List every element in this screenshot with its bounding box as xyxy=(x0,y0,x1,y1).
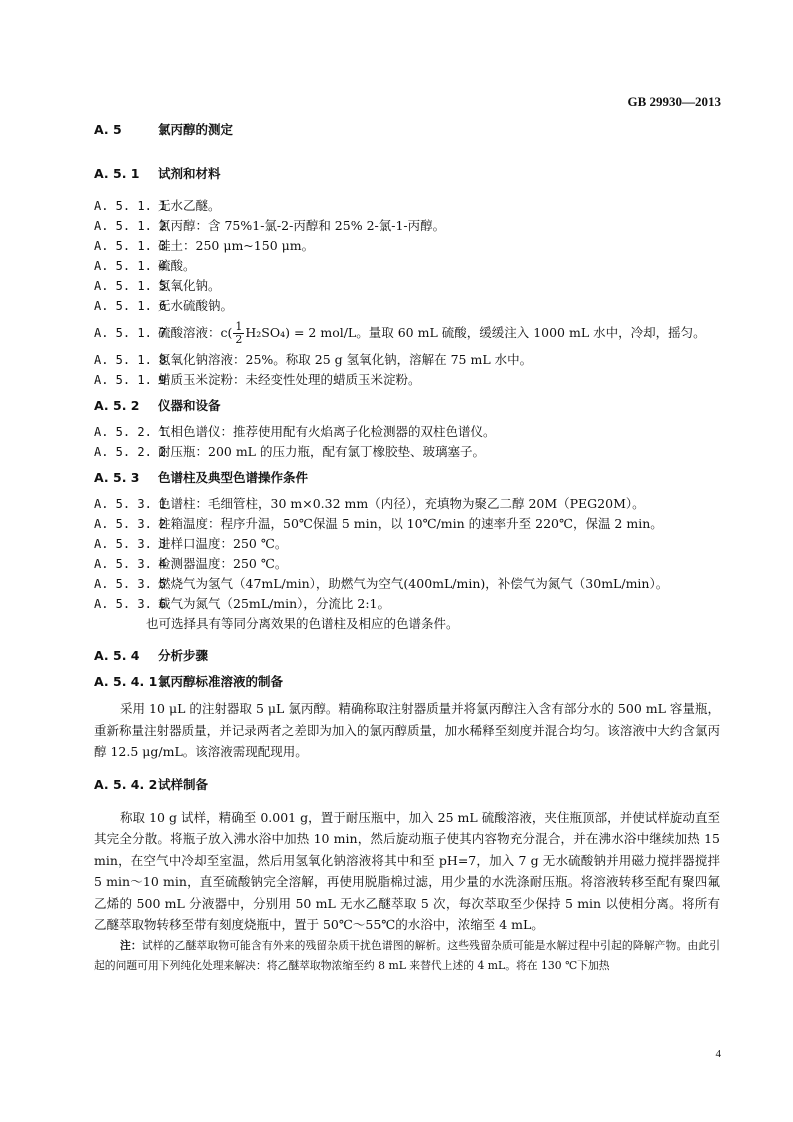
item-text: 进样口温度：250 ℃。 xyxy=(158,536,288,551)
section-title: 氯丙醇标准溶液的制备 xyxy=(158,674,284,689)
item-text-suffix: H₂SO₄) = 2 mol/L。量取 60 mL 硫酸，缓缓注入 1000 mL 水中，冷却，摇匀。 xyxy=(245,325,706,340)
fraction-denominator: 2 xyxy=(235,333,243,346)
section-a5-heading xyxy=(94,120,720,140)
standard-code: GB 29930—2013 xyxy=(627,94,721,109)
list-item xyxy=(94,442,720,462)
section-number: A. 5 xyxy=(94,122,122,137)
item-text: 氢氧化钠溶液：25%。称取 25 g 氢氧化钠，溶解在 75 mL 水中。 xyxy=(158,352,533,367)
fraction-numerator: 1 xyxy=(235,320,243,333)
section-number: A. 5. 4. 2 xyxy=(94,776,158,792)
fraction xyxy=(233,321,244,346)
list-item-sulfuric-acid xyxy=(94,316,720,350)
list-item xyxy=(94,514,720,534)
section-title: 分析步骤 xyxy=(158,648,209,663)
item-number: A. 5. 3. 6 xyxy=(94,597,167,611)
item-text: 氯丙醇：含 75%1-氯-2-丙醇和 25% 2-氯-1-丙醇。 xyxy=(158,218,446,233)
section-a54-heading xyxy=(94,646,720,666)
section-title: 试剂和材料 xyxy=(158,166,221,181)
item-text-prefix: 硫酸溶液：c( xyxy=(158,325,233,340)
list-item xyxy=(94,296,720,316)
item-number: A. 5. 1. 7 xyxy=(94,326,167,340)
section-title: 仪器和设备 xyxy=(158,398,221,413)
section-number: A. 5. 4. 1 xyxy=(94,674,158,689)
item-number: A. 5. 3. 2 xyxy=(94,517,167,531)
item-text: 无水乙醚。 xyxy=(158,198,221,213)
item-number: A. 5. 1. 2 xyxy=(94,219,167,233)
item-text: 硫酸。 xyxy=(158,258,196,273)
section-number: A. 5. 2 xyxy=(94,398,140,413)
page-number: 4 xyxy=(715,1048,721,1060)
section-title: 色谱柱及典型色谱操作条件 xyxy=(158,470,309,485)
list-item xyxy=(94,370,720,390)
item-number: A. 5. 3. 3 xyxy=(94,537,167,551)
section-number: A. 5. 1 xyxy=(94,166,140,181)
item-text: 蜡质玉米淀粉：未经变性处理的蜡质玉米淀粉。 xyxy=(158,372,421,387)
document-body xyxy=(94,120,720,976)
list-item xyxy=(94,554,720,574)
list-item xyxy=(94,256,720,276)
item-number: A. 5. 1. 6 xyxy=(94,299,167,313)
list-item xyxy=(94,422,720,442)
note xyxy=(94,936,720,976)
item-number: A. 5. 3. 1 xyxy=(94,497,167,511)
item-text: 燃烧气为氢气（47mL/min），助燃气为空气(400mL/min)，补偿气为氮气（30mL/min）。 xyxy=(158,576,669,591)
item-number: A. 5. 1. 9 xyxy=(94,373,167,387)
item-number: A. 5. 1. 4 xyxy=(94,259,167,273)
item-number: A. 5. 1. 3 xyxy=(94,239,167,253)
list-item xyxy=(94,216,720,236)
item-number: A. 5. 2. 1 xyxy=(94,425,167,439)
item-number: A. 5. 1. 1 xyxy=(94,199,167,213)
section-number: A. 5. 4 xyxy=(94,648,140,663)
item-text: 无水硫酸钠。 xyxy=(158,298,234,313)
item-text: 硅土：250 μm~150 μm。 xyxy=(158,238,315,253)
list-item xyxy=(94,574,720,594)
paragraph-sample-preparation: 称取 10 g 试样，精确至 0.001 g，置于耐压瓶中，加入 25 mL 硫酸溶液，夹住瓶顶部，并使试样旋动直至其完全分散。将瓶子放入沸水浴中加热 10 min，然后旋动瓶子使其内容物充分混合，并在沸水浴中继续加热 15 min，在空气中冷却至室温，然后用氢氧化钠溶液将其中和至 pH=7，加入 7 g 无水硫酸钠并用磁力搅拌器搅拌 5 min～10 min，直至硫酸钠完全溶解，再使用脱脂棉过滤，用少量的水洗涤耐压瓶。将溶液转移至配有聚四氟乙烯的 500 mL 分液器中，分别用 50 mL 无水乙醚萃取 5 次，每次萃取至少保持 5 min 以使相分离。将所有乙醚萃取物转移至带有刻度烧瓶中，置于 50℃～55℃的水浴中，浓缩至 4 mL。 xyxy=(94,809,720,932)
section-a542-heading xyxy=(94,775,720,795)
list-item xyxy=(94,196,720,216)
note-label: 注： xyxy=(120,938,142,952)
list-item xyxy=(94,276,720,296)
item-number: A. 5. 1. 8 xyxy=(94,353,167,367)
section-title: 氯丙醇的测定 xyxy=(158,122,234,137)
section-a53-heading xyxy=(94,468,720,488)
paragraph-standard-solution: 采用 10 μL 的注射器取 5 μL 氯丙醇。精确称取注射器质量并将氯丙醇注入含有部分水的 500 mL 容量瓶，重新称量注射器质量，并记录两者之差即为加入的氯丙醇质量，加水稀释至刻度并混合均匀。该溶液中大约含氯丙醇 12.5 μg/mL。该溶液需现配现用。 xyxy=(94,701,720,759)
item-text: 载气为氮气（25mL/min），分流比 2:1。 xyxy=(158,596,391,611)
item-number: A. 5. 3. 4 xyxy=(94,557,167,571)
item-text: 氢氧化钠。 xyxy=(158,278,221,293)
item-text: 检测器温度：250 ℃。 xyxy=(158,556,288,571)
item-text: 柱箱温度：程序升温，50℃保温 5 min，以 10℃/min 的速率升至 220℃，保温 2 min。 xyxy=(158,516,663,531)
item-text: 色谱柱：毛细管柱，30 m×0.32 mm（内径），充填物为聚乙二醇 20M（PEG20M）。 xyxy=(158,496,645,511)
item-text: 耐压瓶：200 mL 的压力瓶，配有氯丁橡胶垫、玻璃塞子。 xyxy=(158,444,485,459)
section-a52-heading xyxy=(94,396,720,416)
item-number: A. 5. 2. 2 xyxy=(94,445,167,459)
section-title: 试样制备 xyxy=(158,776,209,792)
list-item xyxy=(94,494,720,514)
list-item xyxy=(94,350,720,370)
section-number: A. 5. 3 xyxy=(94,470,140,485)
section-a51-heading xyxy=(94,164,720,184)
list-item xyxy=(94,236,720,256)
list-item xyxy=(94,534,720,554)
item-text: 气相色谱仪：推荐使用配有火焰离子化检测器的双柱色谱仪。 xyxy=(158,424,496,439)
list-item xyxy=(94,594,720,614)
item-number: A. 5. 3. 5 xyxy=(94,577,167,591)
paragraph-alternative-columns: 也可选择具有等同分离效果的色谱柱及相应的色谱条件。 xyxy=(146,616,459,631)
section-a541-heading xyxy=(94,672,720,692)
item-number: A. 5. 1. 5 xyxy=(94,279,167,293)
note-text: 试样的乙醚萃取物可能含有外来的残留杂质干扰色谱图的解析。这些残留杂质可能是水解过程中引起的降解产物。由此引起的问题可用下列纯化处理来解决：将乙醚萃取物浓缩至约 8 mL 来替代上述的 4 mL。将在 130 ℃下加热 xyxy=(94,938,721,972)
